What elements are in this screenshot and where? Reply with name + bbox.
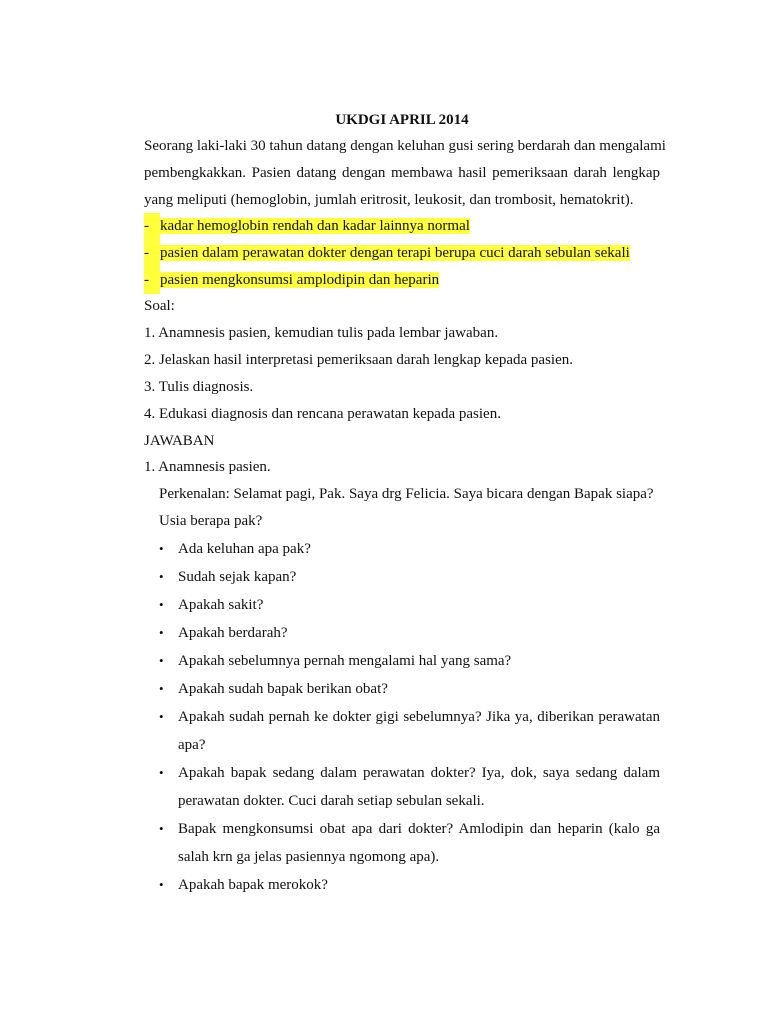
list-item: [159, 815, 660, 871]
list-item: [159, 563, 660, 591]
list-item-text: Apakah sudah pernah ke dokter gigi sebelumnya? Jika ya, diberikan perawatan apa?: [178, 709, 660, 753]
anamnesis-question-list: [159, 535, 660, 899]
list-item-text: Apakah berdarah?: [178, 625, 288, 641]
finding-text: pasien dalam perawatan dokter dengan terapi berupa cuci darah sebulan sekali: [160, 245, 630, 261]
case-description-line: Seorang laki-laki 30 tahun datang dengan keluhan gusi sering berdarah dan mengalami: [144, 138, 666, 154]
question-item: 2. Jelaskan hasil interpretasi pemeriksaan darah lengkap kepada pasien.: [144, 352, 574, 368]
highlighted-findings: [144, 213, 660, 294]
list-item: [159, 591, 660, 619]
list-item: [159, 675, 660, 703]
bullet-icon: •: [159, 765, 164, 780]
bullet-icon: •: [159, 541, 164, 556]
list-item: [159, 871, 660, 899]
list-item-text: Sudah sejak kapan?: [178, 569, 297, 585]
list-item: [159, 703, 660, 759]
bullet-icon: •: [159, 877, 164, 892]
document-title: UKDGI APRIL 2014: [335, 112, 469, 128]
greeting-line: Perkenalan: Selamat pagi, Pak. Saya drg Felicia. Saya bicara dengan Bapak siapa?: [159, 486, 654, 502]
finding-text: kadar hemoglobin rendah dan kadar lainnya normal: [160, 218, 470, 234]
case-description: [144, 133, 666, 214]
list-item: [159, 647, 660, 675]
question-item: 4. Edukasi diagnosis dan rencana perawatan kepada pasien.: [144, 406, 501, 422]
bullet-icon: •: [159, 653, 164, 668]
list-item-text: Ada keluhan apa pak?: [178, 541, 311, 557]
bullet-icon: •: [159, 569, 164, 584]
list-item: [159, 619, 660, 647]
bullet-icon: •: [159, 625, 164, 640]
greeting-line: Usia berapa pak?: [159, 513, 263, 529]
answer-item-heading: 1. Anamnesis pasien.: [144, 459, 271, 475]
question-item: 3. Tulis diagnosis.: [144, 379, 254, 395]
list-item-text: Apakah bapak merokok?: [178, 877, 328, 893]
highlighted-finding: [144, 240, 660, 267]
list-item-text: Bapak mengkonsumsi obat apa dari dokter? Amlodipin dan heparin (kalo ga salah krn ga jelas pasiennya ngomong apa).: [178, 821, 660, 865]
jawaban-heading: JAWABAN: [144, 433, 215, 449]
bullet-icon: •: [159, 681, 164, 696]
finding-text: pasien mengkonsumsi amplodipin dan heparin: [160, 272, 440, 288]
question-item: 1. Anamnesis pasien, kemudian tulis pada lembar jawaban.: [144, 325, 499, 341]
finding-dash: -: [144, 240, 160, 267]
questions-section: [144, 293, 664, 455]
list-item: [159, 759, 660, 815]
list-item-text: Apakah sakit?: [178, 597, 264, 613]
bullet-icon: •: [159, 821, 164, 836]
case-description-line: yang meliputi (hemoglobin, jumlah eritrosit, leukosit, dan trombosit, hematokrit).: [144, 192, 634, 208]
list-item-text: Apakah bapak sedang dalam perawatan dokter? Iya, dok, saya sedang dalam perawatan dokter. Cuci darah setiap sebulan sekali.: [178, 765, 660, 809]
finding-dash: -: [144, 213, 160, 240]
bullet-icon: •: [159, 709, 164, 724]
highlighted-finding: [144, 267, 660, 294]
finding-dash: -: [144, 267, 160, 294]
list-item: [159, 535, 660, 563]
case-description-line: pembengkakkan. Pasien datang dengan membawa hasil pemeriksaan darah lengkap: [144, 165, 660, 181]
greeting-paragraph: [159, 481, 660, 535]
list-item-text: Apakah sebelumnya pernah mengalami hal yang sama?: [178, 653, 512, 669]
highlighted-finding: [144, 213, 660, 240]
bullet-icon: •: [159, 597, 164, 612]
soal-heading: Soal:: [144, 298, 175, 314]
list-item-text: Apakah sudah bapak berikan obat?: [178, 681, 388, 697]
